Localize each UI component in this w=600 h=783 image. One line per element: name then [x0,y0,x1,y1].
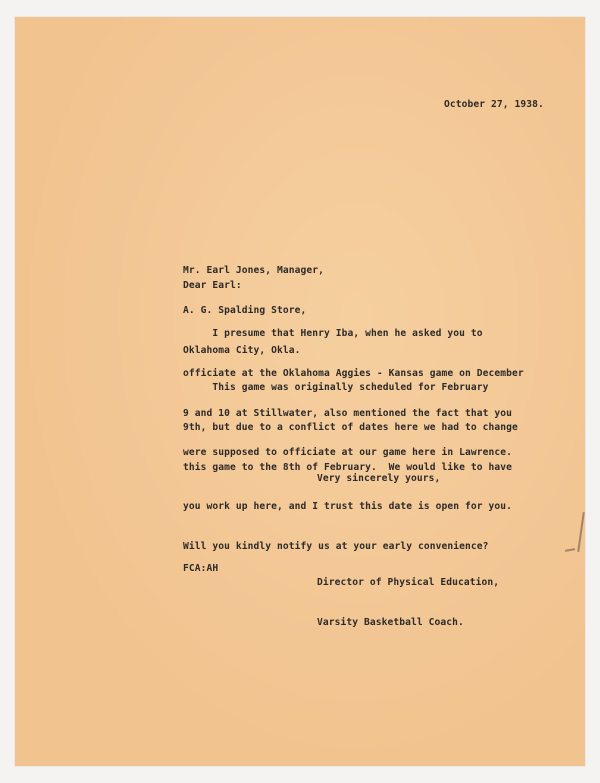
paragraph-line: 9 and 10 at Stillwater, also mentioned the fact that you [183,407,513,419]
address-line: A. G. Spalding Store, [183,305,307,317]
address-line: Oklahoma City, Okla. [183,344,301,356]
complimentary-close: Very sincerely yours, [317,473,441,484]
letter-page [15,17,585,766]
paragraph-line: Will you kindly notify us at your early convenience? [183,540,489,552]
signature-block [317,550,499,656]
edge-mark [577,512,584,552]
paragraph-line: this game to the 8th of February. We would like to have [183,461,513,473]
salutation: Dear Earl: [183,280,242,291]
edge-mark [565,548,575,551]
paragraph-line: I presume that Henry Iba, when he asked you to [183,328,483,340]
paragraph-line: you work up here, and I trust this date is open for you. [183,501,513,513]
signature-line: Director of Physical Education, [317,577,500,589]
paragraph-line: 9th, but due to a conflict of dates here we had to change [183,422,518,434]
signature-line: Varsity Basketball Coach. [317,617,464,629]
letter-date: October 27, 1938. [444,99,544,110]
paragraph-line: officiate at the Oklahoma Aggies - Kansas game on December [183,368,524,380]
reference-initials: FCA:AH [183,563,219,574]
paragraph-line: This game was originally scheduled for February [183,382,489,394]
address-line: Mr. Earl Jones, Manager, [183,265,325,277]
paragraph-line: were supposed to officiate at our game here in Lawrence. [183,447,513,459]
body-paragraph-2 [183,355,518,579]
